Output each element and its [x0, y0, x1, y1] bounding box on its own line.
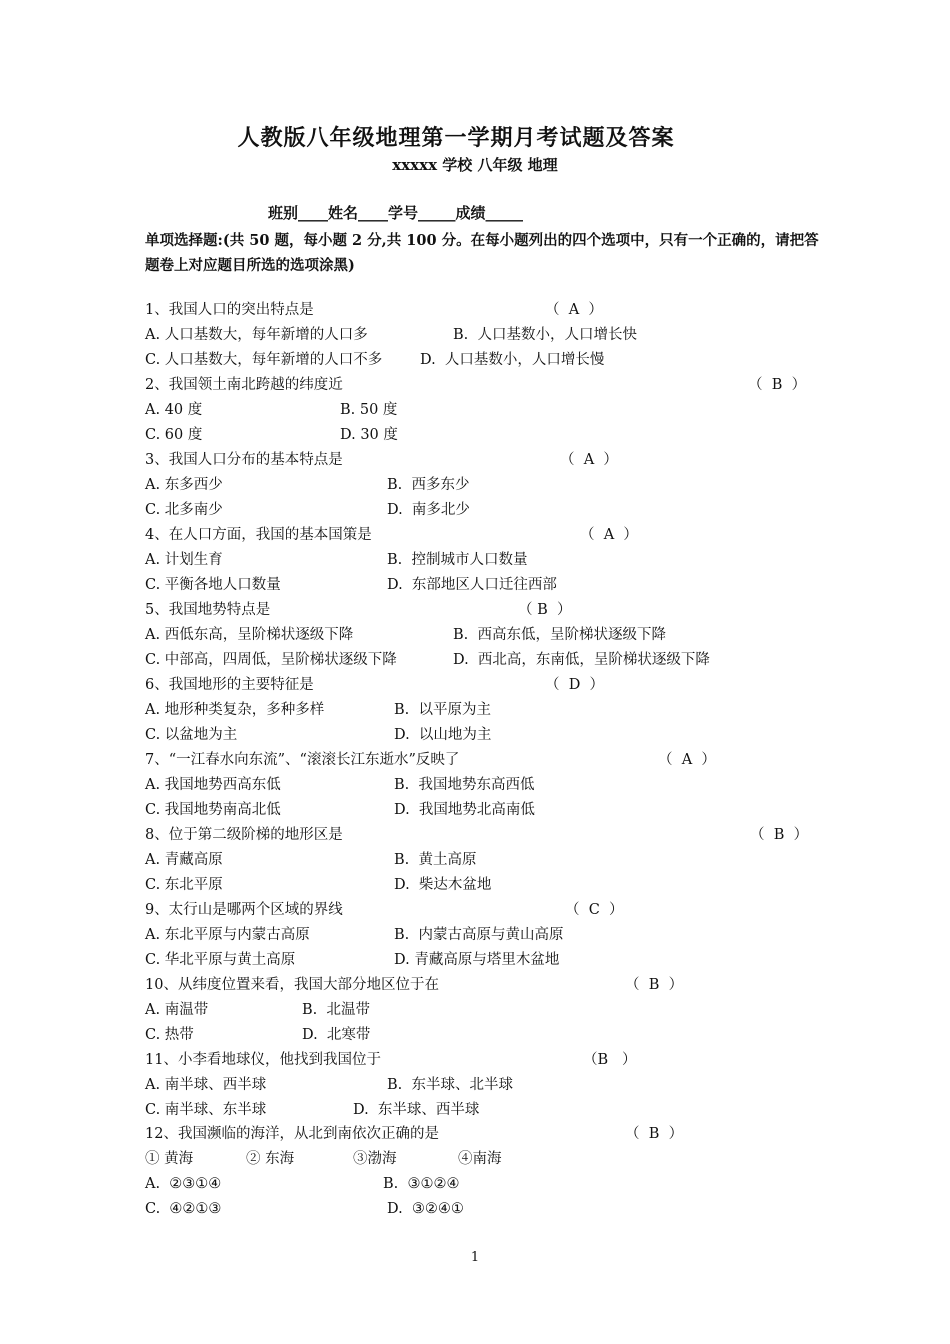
- option-d: D. 以山地为主: [394, 727, 492, 743]
- question-stem: 8、位于第二级阶梯的地形区是: [145, 827, 343, 843]
- question-answer: （ A ）: [658, 752, 716, 768]
- option-d: D. ③②④①: [387, 1201, 464, 1217]
- option-b: B. 人口基数小，人口增长快: [453, 327, 637, 343]
- option-d: D. 北寒带: [302, 1027, 371, 1043]
- instructions: 单项选择题:(共 50 题，每小题 2 分,共 100 分。在每小题列出的四个选项中，只有一个正确的，请把答题卷上对应题目所选的选项涂黑): [145, 232, 819, 274]
- question-stem: 4、在人口方面，我国的基本国策是: [145, 527, 372, 543]
- option-b: B. 东半球、北半球: [387, 1077, 513, 1093]
- option-a: A. 南半球、西半球: [145, 1077, 267, 1093]
- question-stem: 2、我国领土南北跨越的纬度近: [145, 377, 343, 393]
- question-stem: 9、太行山是哪两个区域的界线: [145, 902, 343, 918]
- question-answer: （ C ）: [565, 902, 624, 918]
- question-answer: （ D ）: [545, 677, 605, 693]
- option-c: C. 北多南少: [145, 502, 223, 518]
- option-d: D. 30 度: [340, 427, 398, 443]
- question-stem: 7、“一江春水向东流”、“滚滚长江东逝水”反映了: [145, 752, 460, 768]
- option-a: A. 计划生育: [145, 552, 223, 568]
- question-stem: 10、从纬度位置来看，我国大部分地区位于在: [145, 977, 439, 993]
- page-number: 1: [470, 1250, 480, 1265]
- question-answer: （ A ）: [560, 452, 618, 468]
- option-b: B. 以平原为主: [394, 702, 491, 718]
- option-b: B. 内蒙古高原与黄山高原: [394, 927, 564, 943]
- option-c: C. 我国地势南高北低: [145, 802, 281, 818]
- student-info-line: 班别____姓名____学号_____成绩_____: [268, 204, 524, 222]
- option-a: A. 我国地势西高东低: [145, 777, 281, 793]
- option-c: C. 华北平原与黄土高原: [145, 952, 296, 968]
- option-a: A. 东北平原与内蒙古高原: [145, 927, 310, 943]
- sea-item: ② 东海: [246, 1151, 295, 1167]
- option-a: A. 南温带: [145, 1002, 209, 1018]
- question-answer: （ B ）: [750, 827, 809, 843]
- option-c: C. 60 度: [145, 427, 203, 443]
- option-c: C. 平衡各地人口数量: [145, 577, 281, 593]
- option-c: C. 以盆地为主: [145, 727, 238, 743]
- option-b: B. 黄土高原: [394, 852, 477, 868]
- option-a: A. 西低东高，呈阶梯状逐级下降: [145, 627, 354, 643]
- page-title: 人教版八年级地理第一学期月考试题及答案: [237, 125, 675, 151]
- question-stem: 6、我国地形的主要特征是: [145, 677, 314, 693]
- question-stem: 5、我国地势特点是: [145, 602, 271, 618]
- option-d: D. 我国地势北高南低: [394, 802, 535, 818]
- question-answer: （ B ）: [748, 377, 807, 393]
- option-a: A. 青藏高原: [145, 852, 223, 868]
- option-d: D. 柴达木盆地: [394, 877, 492, 893]
- option-d: D. 东半球、西半球: [353, 1102, 480, 1118]
- question-answer: （ A ）: [545, 302, 603, 318]
- option-b: B. 50 度: [340, 402, 398, 418]
- option-b: B. 西多东少: [387, 477, 470, 493]
- option-c: C. 东北平原: [145, 877, 223, 893]
- option-b: B. 控制城市人口数量: [387, 552, 528, 568]
- option-c: C. 南半球、东半球: [145, 1102, 267, 1118]
- question-answer: （ B ）: [625, 977, 684, 993]
- option-a: A. ②③①④: [145, 1176, 222, 1192]
- option-a: A. 东多西少: [145, 477, 223, 493]
- option-d: D. 人口基数小，人口增长慢: [420, 352, 605, 368]
- option-c: C. 中部高，四周低，呈阶梯状逐级下降: [145, 652, 397, 668]
- question-stem: 12、我国濒临的海洋，从北到南依次正确的是: [145, 1126, 439, 1142]
- option-d: D. 青藏高原与塔里木盆地: [394, 952, 560, 968]
- option-b: B. 我国地势东高西低: [394, 777, 535, 793]
- sea-item: ④南海: [458, 1151, 502, 1167]
- page-subtitle: xxxxx 学校 八年级 地理: [392, 156, 558, 174]
- option-c: C. ④②①③: [145, 1201, 222, 1217]
- option-b: B. 西高东低，呈阶梯状逐级下降: [453, 627, 666, 643]
- option-b: B. 北温带: [302, 1002, 370, 1018]
- option-d: D. 南多北少: [387, 502, 470, 518]
- option-c: C. 人口基数大，每年新增的人口不多: [145, 352, 383, 368]
- option-d: D. 东部地区人口迁往西部: [387, 577, 557, 593]
- question-stem: 1、我国人口的突出特点是: [145, 302, 314, 318]
- option-d: D. 西北高，东南低，呈阶梯状逐级下降: [453, 652, 710, 668]
- option-a: A. 40 度: [145, 402, 203, 418]
- question-stem: 3、我国人口分布的基本特点是: [145, 452, 343, 468]
- option-a: A. 人口基数大，每年新增的人口多: [145, 327, 368, 343]
- sea-item: ③渤海: [353, 1151, 397, 1167]
- sea-item: ① 黄海: [145, 1151, 194, 1167]
- option-c: C. 热带: [145, 1027, 194, 1043]
- option-a: A. 地形种类复杂，多种多样: [145, 702, 325, 718]
- question-answer: （ A ）: [580, 527, 638, 543]
- option-b: B. ③①②④: [383, 1176, 460, 1192]
- question-answer: （ B ）: [518, 602, 572, 618]
- question-stem: 11、小李看地球仪，他找到我国位于: [145, 1052, 381, 1068]
- question-answer: （ B ）: [625, 1126, 684, 1142]
- question-answer: （B ）: [583, 1052, 637, 1068]
